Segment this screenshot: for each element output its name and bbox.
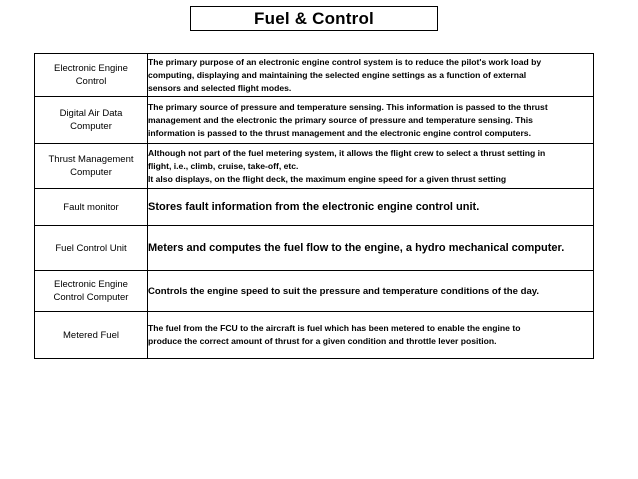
table-row-electronic-engine-control-computer: [35, 271, 594, 312]
definition-line: Stores fault information from the electronic engine control unit.: [148, 201, 480, 213]
table-row-fuel-control-unit: [35, 226, 594, 271]
definition-line: The primary source of pressure and temperature sensing. This information is passed to the thrust: [148, 101, 548, 112]
definition-cell: [148, 189, 594, 226]
term-line: Control: [75, 76, 107, 87]
term-cell: [35, 54, 148, 97]
definition-cell: [148, 271, 594, 312]
table-row-thrust-management-computer: [35, 144, 594, 189]
term-line: Thrust Management: [48, 154, 134, 165]
table-row-digital-air-data-computer: [35, 97, 594, 144]
term-line: Fault monitor: [63, 201, 119, 213]
definition-line: computing, displaying and maintaining the selected engine settings as a function of external: [148, 69, 527, 80]
term-cell: [35, 144, 148, 189]
term-line: Electronic Engine: [54, 63, 128, 74]
term-line: Digital Air Data: [59, 108, 123, 119]
definition-line: Controls the engine speed to suit the pressure and temperature conditions of the day.: [148, 285, 540, 297]
definition-line: The primary purpose of an electronic engine control system is to reduce the pilot's work load by: [148, 56, 542, 67]
fuel-control-glossary-table: [34, 53, 594, 359]
term-cell: [35, 226, 148, 271]
definition-line: It also displays, on the flight deck, the maximum engine speed for a given thrust setting: [148, 173, 507, 184]
term-line: Metered Fuel: [63, 329, 119, 341]
definition-line: produce the correct amount of thrust for a given condition and throttle lever position.: [148, 336, 497, 346]
definition-line: Although not part of the fuel metering system, it allows the flight crew to select a thrust setting in: [148, 147, 546, 158]
page-title: Fuel & Control: [190, 6, 438, 31]
definition-line: The fuel from the FCU to the aircraft is fuel which has been metered to enable the engine to: [148, 323, 521, 333]
term-cell: [35, 97, 148, 144]
term-line: Control Computer: [53, 292, 129, 303]
definition-cell: [148, 226, 594, 271]
term-cell: [35, 312, 148, 359]
definition-cell: [148, 144, 594, 189]
definition-line: Meters and computes the fuel flow to the engine, a hydro mechanical computer.: [148, 242, 565, 254]
term-line: Fuel Control Unit: [55, 242, 127, 254]
definition-line: flight, i.e., climb, cruise, take-off, etc.: [148, 160, 299, 171]
term-line: Computer: [70, 121, 112, 132]
term-line: Computer: [70, 167, 112, 178]
term-line: Electronic Engine: [54, 279, 128, 290]
definition-line: sensors and selected flight modes.: [148, 82, 292, 93]
definition-line: information is passed to the thrust management and the electronic engine control computers.: [148, 127, 531, 138]
table-row-metered-fuel: [35, 312, 594, 359]
term-cell: [35, 271, 148, 312]
table-row-electronic-engine-control: [35, 54, 594, 97]
term-cell: [35, 189, 148, 226]
table-row-fault-monitor: [35, 189, 594, 226]
definition-cell: [148, 312, 594, 359]
definition-line: management and the electronic the primary source of pressure and temperature sensing. This: [148, 114, 533, 125]
definition-cell: [148, 54, 594, 97]
definition-cell: [148, 97, 594, 144]
